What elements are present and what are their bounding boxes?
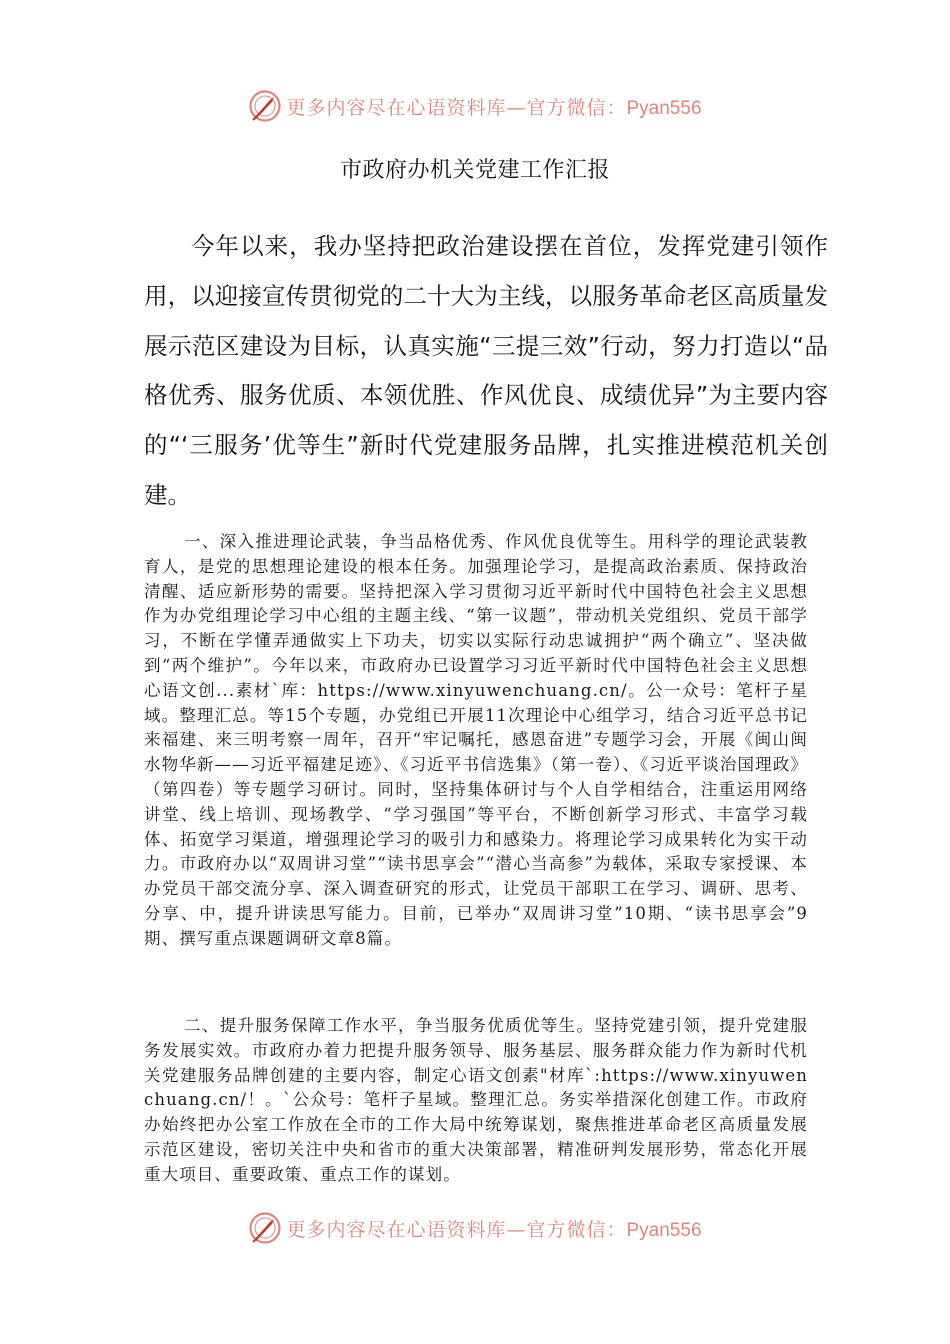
document-title: 市政府办机关党建工作汇报 [339,158,610,183]
pen-logo-icon [248,89,282,123]
watermark-handle: Pyan556 [626,97,702,119]
footer-watermark [0,1208,950,1248]
section-paragraph-2: 二、提升服务保障工作水平，争当服务优质优等生。坚持党建引领，提升党建服务发展实效。市政府办着力把提升服务领导、服务基层、服务群众能力作为新时代机关党建服务品牌创建的主要内容，制定心语文创素"材库`:https://www.xinyuwenchuang.cn/！。`公众号：笔杆子星域。整理汇总。务实举措深化创建工作。市政府办始终把办公室工作放在全市的工作大局中统筹谋划，聚焦推进革命老区高质量发展示范区建设，密切关注中央和省市的重大决策部署，精准研判发展形势，常态化开展重大项目、重要政策、重点工作的谋划。 [144,1016,808,1184]
section-paragraph-1: 一、深入推进理论武装，争当品格优秀、作风优良优等生。用科学的理论武装教育人，是党的思想理论建设的根本任务。加强理论学习，是提高政治素质、保持政治清醒、适应新形势的需要。坚持把深入学习贯彻习近平新时代中国特色社会主义思想作为办党组理论学习中心组的主题主线、“第一议题”，带动机关党组织、党员干部学习，不断在学懂弄通做实上下功夫，切实以实际行动忠诚拥护“两个确立”、坚决做到“两个维护”。今年以来，市政府办已设置学习习近平新时代中国特色社会主义思想心语文创...素材`库：https://www.xinyuwenchuang.cn/。公一众号：笔杆子星域。整理汇总。等15个专题，办党组已开展11次理论中心组学习，结合习近平总书记来福建、来三明考察一周年，召开“牢记嘱托，感恩奋进”专题学习会，开展《闽山闽水物华新——习近平福建足迹》、《习近平书信选集》（第一卷）、《习近平谈治国理政》（第四卷）等专题学习研讨。同时，坚持集体研讨与个人自学相结合，注重运用网络讲堂、线上培训、现场教学、“学习强国”等平台，不断创新学习形式、丰富学习载体、拓宽学习渠道，增强理论学习的吸引力和感染力。将理论学习成果转化为实干动力。市政府办以“双周讲习堂”“读书思享会”“潜心当高参”为载体，采取专家授课、本办党员干部交流分享、深入调查研究的形式，让党员干部职工在学习、调研、思考、分享、中，提升讲读思写能力。目前，已举办“双周讲习堂”10期、“读书思享会”9期、撰写重点课题调研文章8篇。 [144,532,808,948]
watermark-handle: Pyan556 [626,1219,702,1241]
watermark-text: 更多内容尽在心语资料库—官方微信： [286,96,627,119]
watermark-text: 更多内容尽在心语资料库—官方微信： [286,1218,627,1241]
lead-paragraph: 今年以来，我办坚持把政治建设摆在首位，发挥党建引领作用，以迎接宣传贯彻党的二十大为主线，以服务革命老区高质量发展示范区建设为目标，认真实施“三提三效”行动，努力打造以“品格优秀、服务优质、本领优胜、作风优良、成绩优异”为主要内容的“‘三服务’优等生”新时代党建服务品牌，扎实推进模范机关创建。 [144,232,828,509]
header-watermark [0,86,950,126]
pen-logo-icon [248,1211,282,1245]
